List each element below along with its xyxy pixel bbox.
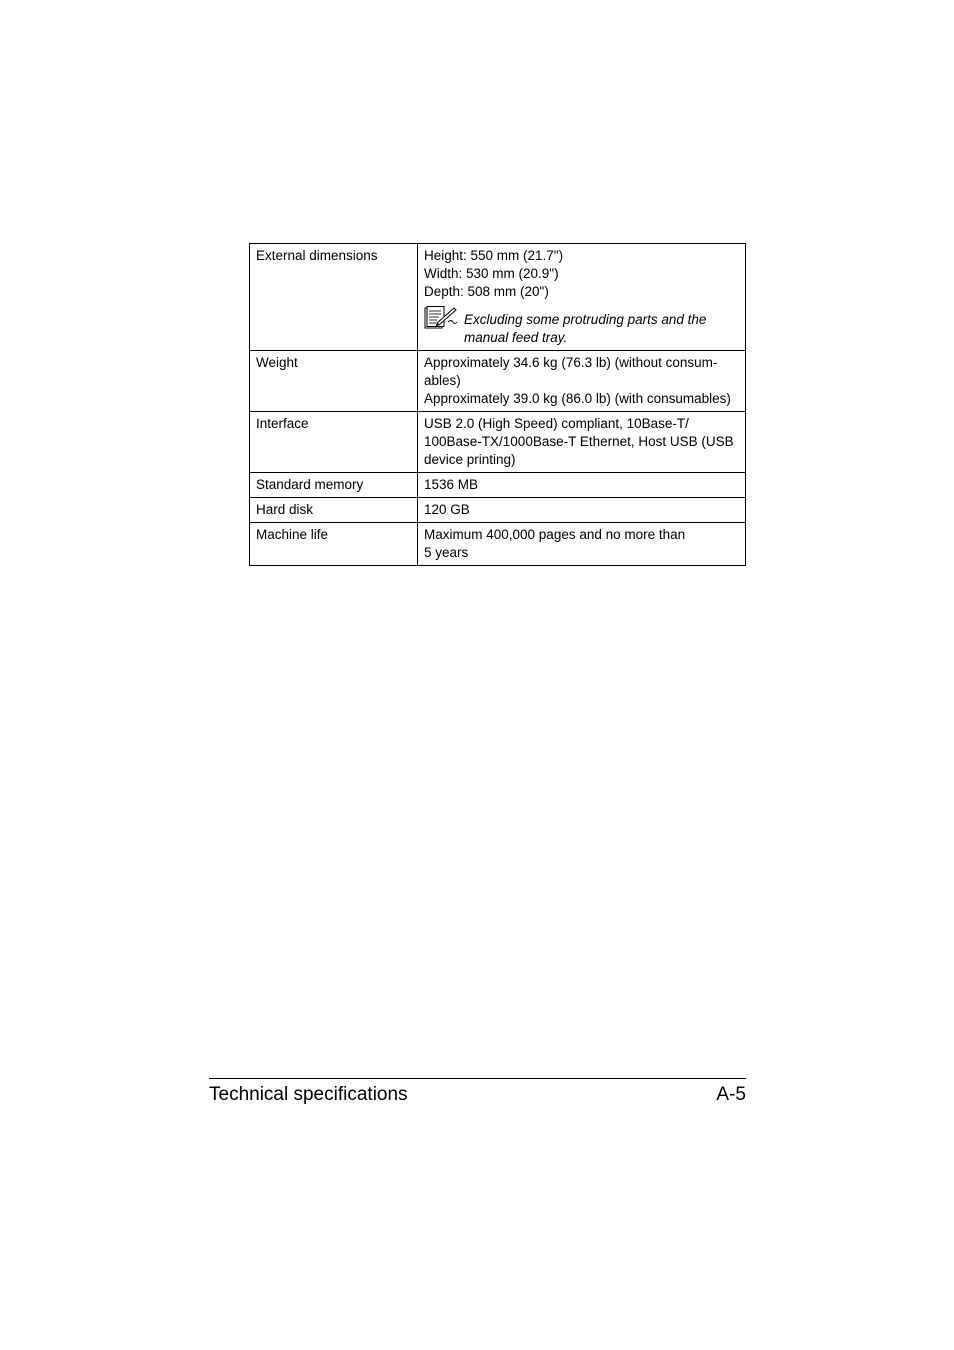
spec-value-line: Approximately 34.6 kg (76.3 lb) (without consum- <box>424 355 718 370</box>
spec-value-line: ables) <box>424 373 461 388</box>
spec-value <box>418 473 746 498</box>
spec-value <box>418 244 746 351</box>
spec-value-line: device printing) <box>424 452 516 467</box>
spec-value-line: USB 2.0 (High Speed) compliant, 10Base-T/ <box>424 416 689 431</box>
spec-row-machine-life <box>250 523 746 566</box>
page-footer <box>209 1078 746 1105</box>
spec-value <box>418 523 746 566</box>
spec-label: Hard disk <box>250 498 418 523</box>
note <box>424 311 743 347</box>
note-pencil-icon <box>424 306 458 330</box>
spec-value-line: 5 years <box>424 545 469 560</box>
spec-value <box>418 412 746 473</box>
spec-label: Interface <box>250 412 418 473</box>
footer-page-number: A-5 <box>716 1084 746 1105</box>
spec-value-line: Approximately 39.0 kg (86.0 lb) (with consumables) <box>424 391 731 406</box>
spec-value-line: Width: 530 mm (20.9") <box>424 266 559 281</box>
specifications-table <box>249 243 746 566</box>
spec-value-line: 1536 MB <box>424 477 479 492</box>
spec-value-line: 120 GB <box>424 502 470 517</box>
spec-label: External dimensions <box>250 244 418 351</box>
spec-value-line: Height: 550 mm (21.7") <box>424 248 564 263</box>
spec-row-hard-disk <box>250 498 746 523</box>
spec-row-standard-memory <box>250 473 746 498</box>
spec-value-line: Depth: 508 mm (20") <box>424 284 549 299</box>
spec-value <box>418 498 746 523</box>
spec-row-weight <box>250 351 746 412</box>
spec-label: Standard memory <box>250 473 418 498</box>
spec-label: Machine life <box>250 523 418 566</box>
spec-value <box>418 351 746 412</box>
spec-row-external-dimensions <box>250 244 746 351</box>
spec-value-line: 100Base-TX/1000Base-T Ethernet, Host USB (USB <box>424 434 734 449</box>
note-text: Excluding some protruding parts and the manual feed tray. <box>464 312 707 345</box>
spec-row-interface <box>250 412 746 473</box>
spec-value-line: Maximum 400,000 pages and no more than <box>424 527 686 542</box>
footer-section-title: Technical specifications <box>209 1084 408 1105</box>
spec-label: Weight <box>250 351 418 412</box>
